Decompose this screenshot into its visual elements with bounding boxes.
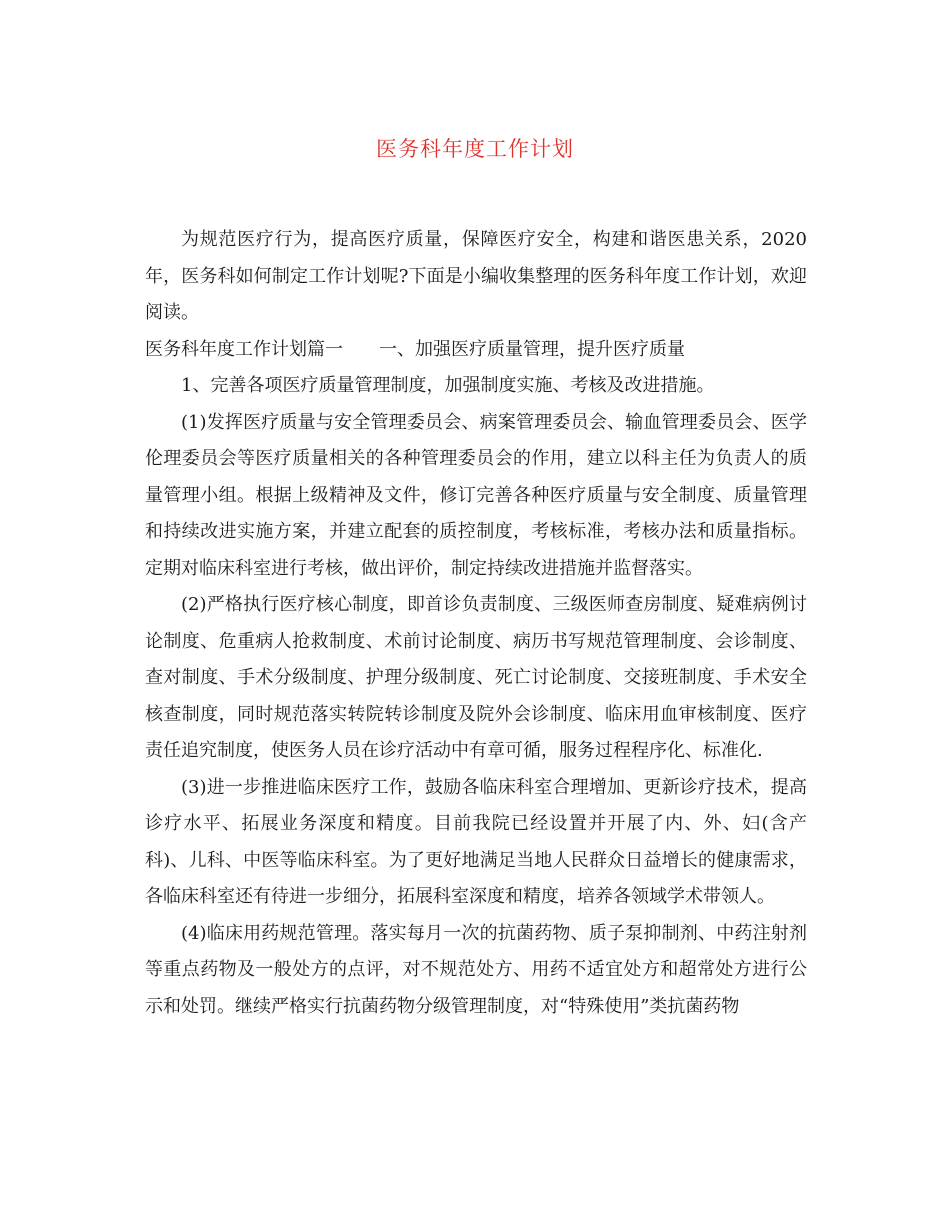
item-1-sub-4-paragraph: (4)临床用药规范管理。落实每月一次的抗菌药物、质子泵抑制剂、中药注射剂等重点药物及一般处方的点评，对不规范处方、用药不适宜处方和超常处方进行公示和处罚。继续严格实行抗菌药物分级管理制度，对“特殊使用”类抗菌药物 bbox=[145, 922, 807, 1017]
item-1-sub-3-paragraph: (3)进一步推进临床医疗工作，鼓励各临床科室合理增加、更新诊疗技术，提高诊疗水平、拓展业务深度和精度。目前我院已经设置并开展了内、外、妇(含产科)、儿科、中医等临床科室。为了更好地满足当地人民群众日益增长的健康需求，各临床科室还有待进一步细分，拓展科室深度和精度，培养各领域学术带领人。 bbox=[145, 776, 807, 907]
document-body bbox=[145, 222, 807, 1025]
intro-paragraph: 为规范医疗行为，提高医疗质量，保障医疗安全，构建和谐医患关系，2020年，医务科如何制定工作计划呢?下面是小编收集整理的医务科年度工作计划，欢迎阅读。 bbox=[145, 229, 807, 323]
document-title: 医务科年度工作计划 bbox=[376, 137, 574, 161]
item-1-sub-1-paragraph: (1)发挥医疗质量与安全管理委员会、病案管理委员会、输血管理委员会、医学伦理委员会等医疗质量相关的各种管理委员会的作用，建立以科主任为负责人的质量管理小组。根据上级精神及文件，修订完善各种医疗质量与安全制度、质量管理和持续改进实施方案，并建立配套的质控制度，考核标准，考核办法和质量指标。定期对临床科室进行考核，做出评价，制定持续改进措施并监督落实。 bbox=[145, 411, 807, 579]
item-1-sub-2-paragraph: (2)严格执行医疗核心制度，即首诊负责制度、三级医师查房制度、疑难病例讨论制度、危重病人抢救制度、术前讨论制度、病历书写规范管理制度、会诊制度、查对制度、手术分级制度、护理分级制度、死亡讨论制度、交接班制度、手术安全核查制度，同时规范落实转院转诊制度及院外会诊制度、临床用血审核制度、医疗责任追究制度，使医务人员在诊疗活动中有章可循，服务过程程序化、标准化. bbox=[145, 594, 807, 761]
section-heading: 医务科年度工作计划篇一 一、加强医疗质量管理，提升医疗质量 bbox=[145, 338, 685, 360]
item-1-paragraph: 1、完善各项医疗质量管理制度，加强制度实施、考核及改进措施。 bbox=[181, 375, 715, 396]
